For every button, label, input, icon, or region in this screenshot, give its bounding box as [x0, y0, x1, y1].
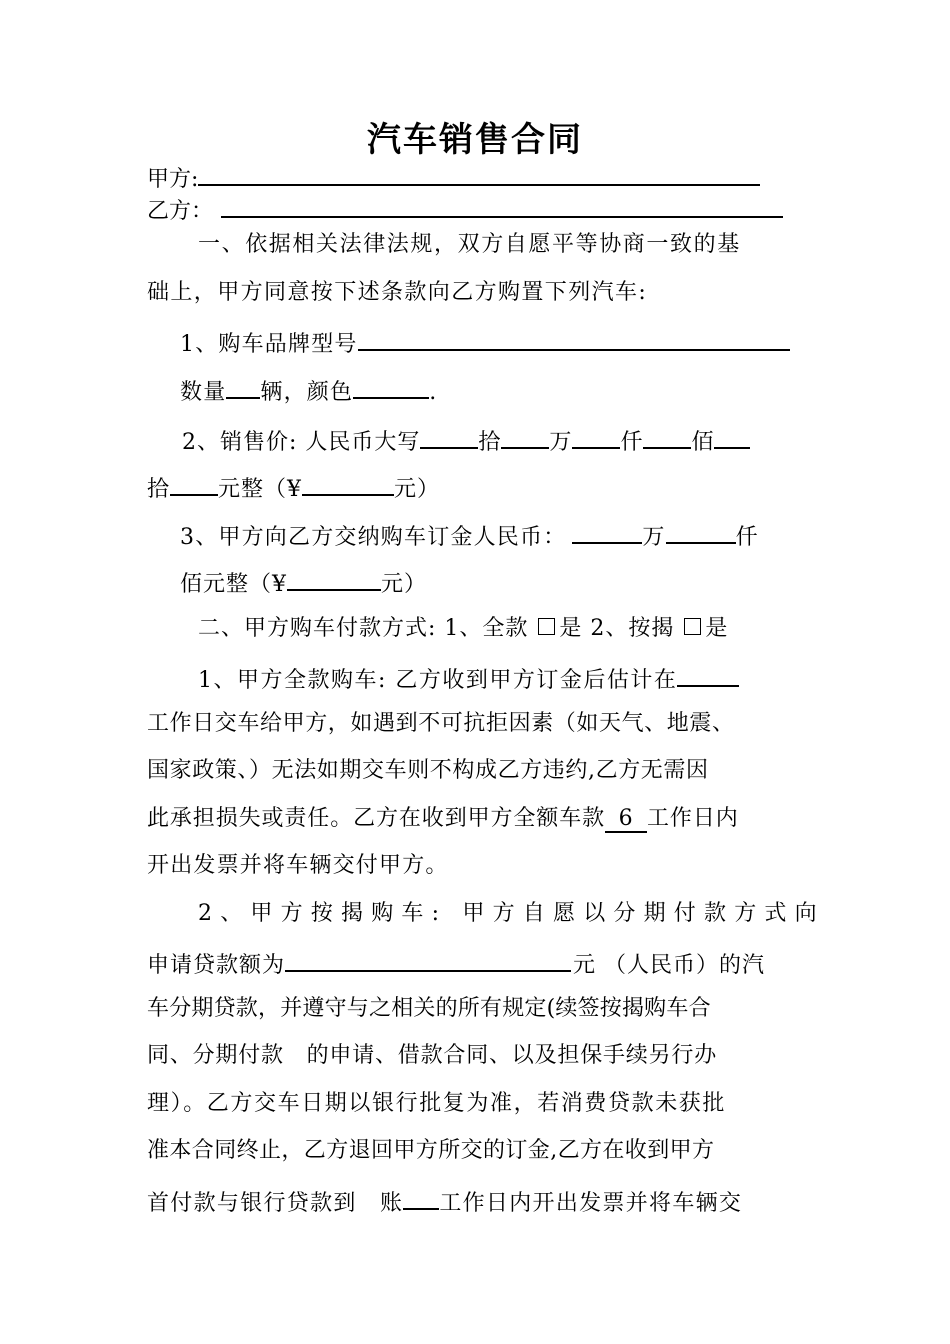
deposit-end: 元）: [381, 572, 428, 597]
item1-line: [180, 325, 790, 360]
full-payment-2: 工作日交车给甲方，如遇到不可抗拒因素（如天气、地震、: [147, 711, 735, 736]
price-wan-blank[interactable]: [501, 423, 549, 449]
price-unit-bai: 佰: [691, 430, 715, 455]
price-numeric-blank[interactable]: [302, 470, 394, 496]
price-unit-shi-2: 拾: [147, 477, 171, 502]
price-end: 元）: [394, 477, 441, 502]
payment-method-line: [198, 614, 728, 644]
party-a-label: 甲方:: [147, 167, 199, 192]
payment-method-label: 二、甲方购车付款方式: 1、全款: [198, 616, 529, 641]
quantity-line: [180, 373, 437, 408]
full-payment-text-1: 1、甲方全款购车: 乙方收到甲方订金后估计在: [198, 668, 678, 693]
price-bai-blank[interactable]: [643, 423, 691, 449]
deposit-line: [180, 518, 759, 553]
deposit-wan-blank[interactable]: [572, 518, 642, 544]
price-unit-qian: 仟: [620, 430, 644, 455]
full-payment-3: 国家政策、）无法如期交车则不构成乙方违约,乙方无需因: [147, 758, 709, 783]
price-unit-wan: 万: [549, 430, 573, 455]
deposit-label: 3、甲方向乙方交纳购车订金人民币：: [180, 525, 567, 550]
deposit-line-2: [180, 565, 427, 600]
party-a-line: [147, 160, 760, 195]
loan-amount-blank[interactable]: [285, 946, 571, 972]
price-line-2: [147, 470, 440, 505]
full-payment-1: [198, 661, 739, 696]
page-title: 汽车销售合同: [367, 120, 583, 160]
quantity-blank[interactable]: [226, 373, 260, 399]
deposit-unit-wan: 万: [642, 525, 666, 550]
loan-3: 车分期贷款，并遵守与之相关的所有规定(续签按揭购车合: [147, 996, 711, 1021]
quantity-end: .: [429, 380, 438, 405]
deposit-numeric-blank[interactable]: [287, 565, 381, 591]
price-unit-shi: 拾: [478, 430, 502, 455]
full-payment-text-4b: 工作日内: [647, 806, 739, 831]
deposit-yuan-label: 佰元整（¥: [180, 572, 287, 597]
party-b-blank[interactable]: [221, 192, 783, 218]
color-label: 辆，颜色: [260, 380, 354, 405]
loan-2: [147, 946, 765, 981]
loan-4: 同、分期付款 的申请、借款合同、以及担保手续另行办: [147, 1043, 718, 1068]
full-payment-checkbox[interactable]: [538, 618, 555, 635]
price-qian-blank[interactable]: [572, 423, 620, 449]
price-yuan-blank[interactable]: [170, 470, 218, 496]
full-payment-5: 开出发票并将车辆交付甲方。: [147, 853, 449, 878]
loan-amount-label: 申请贷款额为: [147, 953, 286, 978]
brand-model-blank[interactable]: [358, 325, 790, 351]
loan-5: 理）。乙方交车日期以银行批复为准，若消费贷款未获批: [147, 1091, 727, 1116]
party-b-label: 乙方：: [147, 199, 214, 224]
full-payment-option: 是 2、按揭: [559, 616, 675, 641]
party-b-line: [147, 192, 783, 227]
section1-intro-2: 础上，甲方同意按下述条款向乙方购置下列汽车:: [147, 280, 648, 305]
section1-intro-1: 一、依据相关法律法规，双方自愿平等协商一致的基: [198, 232, 741, 257]
loan-text-7: 首付款与银行贷款到 账: [147, 1191, 404, 1216]
mortgage-checkbox[interactable]: [684, 618, 701, 635]
loan-text-7b: 工作日内开出发票并将车辆交: [439, 1191, 743, 1216]
invoice-days-value[interactable]: 6: [605, 807, 647, 833]
price-shiwan-blank[interactable]: [420, 423, 478, 449]
deposit-unit-qian: 仟: [735, 525, 759, 550]
price-shi-blank[interactable]: [714, 423, 750, 449]
price-yuan-label: 元整（¥: [218, 477, 303, 502]
loan-invoice-days-blank[interactable]: [403, 1184, 439, 1210]
party-a-blank[interactable]: [198, 160, 760, 186]
mortgage-option: 是: [705, 616, 729, 641]
brand-model-label: 1、购车品牌型号: [180, 332, 358, 357]
loan-1: 2、甲方按揭购车: 甲方自愿以分期付款方式向: [198, 901, 825, 926]
deposit-qian-blank[interactable]: [666, 518, 736, 544]
full-payment-text-4: 此承担损失或责任。乙方在收到甲方全额车款: [147, 806, 606, 831]
price-label: 2、销售价: 人民币大写: [182, 430, 421, 455]
full-payment-4: [147, 804, 739, 834]
price-line: [182, 423, 750, 458]
quantity-label: 数量: [180, 380, 227, 405]
loan-6: 准本合同终止，乙方退回甲方所交的订金,乙方在收到甲方: [147, 1138, 715, 1163]
delivery-days-blank[interactable]: [677, 661, 739, 687]
loan-7: [147, 1184, 742, 1219]
color-blank[interactable]: [353, 373, 429, 399]
loan-amount-unit: 元 （人民币）的汽: [573, 953, 766, 978]
